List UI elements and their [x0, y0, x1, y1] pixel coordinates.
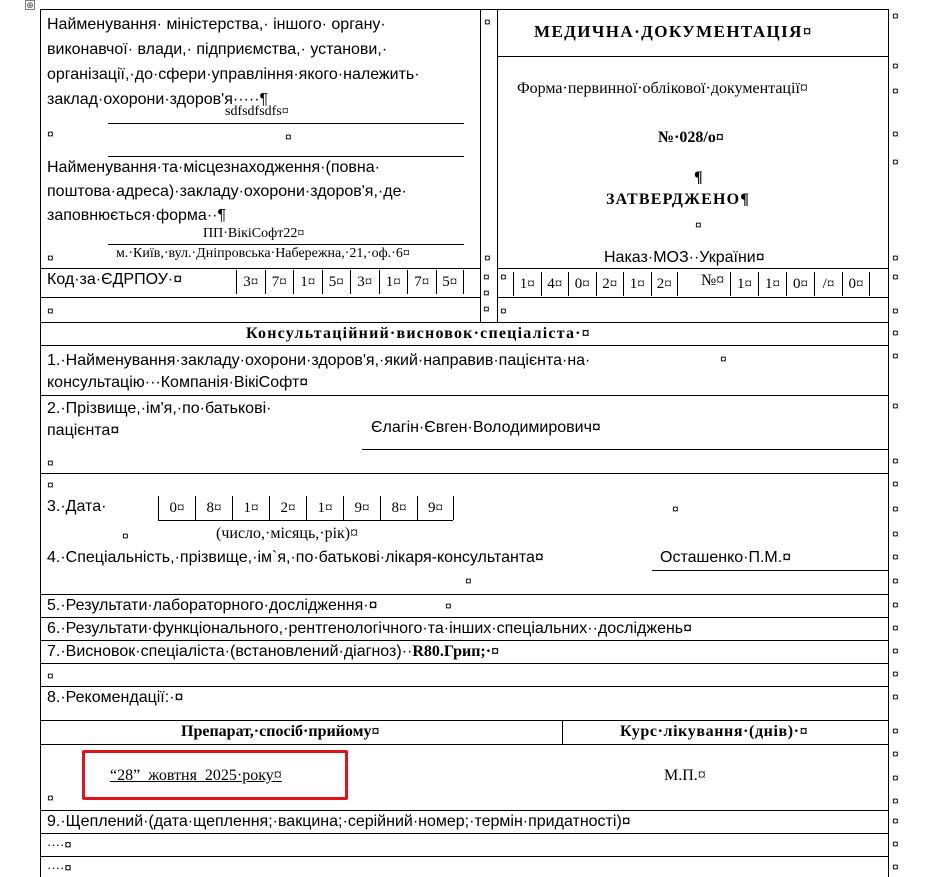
ministry-value[interactable]: sdfsdfsdfs¤	[225, 104, 289, 119]
date-digit-8[interactable]: 9¤	[417, 496, 454, 520]
ministry-line-2: виконавчої· влади,· підприємства,· установи,·	[47, 41, 388, 58]
date-digit-2[interactable]: 8¤	[195, 496, 232, 520]
cell-end-mark: ¤	[47, 251, 54, 265]
order-date-digit-6[interactable]: 2¤	[651, 272, 679, 296]
cell-end-mark: ¤	[465, 574, 472, 588]
row-end-mark: ¤	[892, 326, 899, 340]
sign-date[interactable]: “28”_жовтня_2025·року¤	[110, 767, 282, 784]
item-9: 9.·Щеплений·(дата·щеплення;·вакцина;·серійний·номер;·термін·придатності)¤	[47, 813, 631, 830]
cell-end-mark: ¤	[695, 218, 702, 232]
date-underline	[158, 520, 453, 521]
edrpou-row-top	[40, 268, 481, 269]
row-end-mark: ¤	[892, 349, 899, 363]
order-number-digit-4[interactable]: /¤	[814, 272, 842, 296]
course-column-header: Курс·лікування·(днів)·¤	[620, 723, 809, 740]
ministry-line-3: організації,·до·сфери·управління·якого·належить·	[47, 66, 420, 83]
cell-end-mark: ¤	[47, 456, 54, 470]
row-end-mark: ¤	[892, 860, 899, 874]
doctor-underline	[652, 570, 889, 571]
order-date-digit-5[interactable]: 1¤	[623, 272, 651, 296]
ministry-label	[47, 12, 420, 112]
doc-title-underline	[497, 56, 889, 57]
item-4-label: 4.·Спеціальність,·прізвище,·ім`я,·по·батькові·лікаря-консультанта¤	[47, 549, 544, 566]
doctor-name[interactable]: Осташенко·П.М.¤	[660, 549, 792, 566]
order-date-digit-3[interactable]: 0¤	[568, 272, 596, 296]
row-end-mark: ¤	[892, 527, 899, 541]
row-end-mark: ¤	[892, 127, 899, 141]
facility-name-underline	[108, 244, 464, 245]
cell-end-mark: ¤	[445, 599, 452, 613]
row-line	[40, 833, 889, 834]
item-2-line-2: пацієнта¤	[47, 422, 120, 439]
order-label: Наказ·МОЗ··України¤	[604, 249, 765, 266]
cell-end-mark: ¤	[484, 15, 491, 29]
date-digit-3[interactable]: 1¤	[232, 496, 269, 520]
row-end-mark: ¤	[892, 270, 899, 284]
cell-end-mark: ¤	[483, 286, 490, 300]
doc-title: МЕДИЧНА·ДОКУМЕНТАЦІЯ¤	[534, 22, 813, 41]
cell-end-mark: ¤	[122, 529, 129, 543]
table-left-border	[40, 9, 41, 877]
highlight-box	[82, 750, 348, 800]
edrpou-digit-4[interactable]: 5¤	[322, 270, 351, 294]
row-line	[40, 473, 889, 474]
item-6: 6.·Результати·функціонального,·рентгенологічного·та·інших·спеціальних··досліджень¤	[47, 620, 693, 637]
row-end-mark: ¤	[892, 502, 899, 516]
row-end-mark: ¤	[892, 644, 899, 658]
cell-end-mark: ¤	[484, 251, 491, 265]
row-line	[40, 810, 889, 811]
cell-end-mark: ¤	[47, 669, 54, 683]
form-number: №·028/о¤	[658, 129, 724, 146]
row-end-mark: ¤	[892, 59, 899, 73]
row-end-mark: ¤	[892, 574, 899, 588]
blank-line[interactable]: ····¤	[47, 837, 72, 852]
item-7	[47, 643, 499, 661]
row-end-mark: ¤	[892, 399, 899, 413]
row-end-mark: ¤	[892, 814, 899, 828]
drug-course-divider	[562, 720, 563, 744]
table-top-border	[40, 9, 889, 10]
edrpou-row-bottom	[40, 297, 481, 298]
table-right-border	[888, 9, 889, 877]
row-end-mark: ¤	[892, 251, 899, 265]
row-end-mark: ¤	[892, 690, 899, 704]
row-end-mark: ¤	[892, 747, 899, 761]
edrpou-label: Код·за·ЄДРПОУ·¤	[47, 271, 183, 288]
cell-end-mark: ¤	[47, 791, 54, 805]
row-end-mark: ¤	[892, 550, 899, 564]
date-digit-1[interactable]: 0¤	[158, 496, 195, 520]
row-line	[40, 720, 889, 721]
table-move-handle[interactable]: ⊕	[26, 0, 34, 10]
row-line	[40, 594, 889, 595]
cell-end-mark: ¤	[672, 502, 679, 516]
row-line	[40, 640, 889, 641]
date-digit-4[interactable]: 2¤	[269, 496, 306, 520]
patient-name[interactable]: Єлагін·Євген·Володимирович¤	[371, 419, 601, 436]
row-end-mark: ¤	[892, 794, 899, 808]
date-digit-7[interactable]: 8¤	[380, 496, 417, 520]
facility-label	[47, 156, 407, 228]
ministry-line-1: Найменування· міністерства,· іншого· органу·	[47, 16, 386, 33]
row-line	[40, 345, 889, 346]
row-end-mark: ¤	[892, 621, 899, 635]
row-line	[40, 617, 889, 618]
cell-end-mark: ¤	[720, 352, 727, 366]
ministry-line-4: заклад·охорони·здоров'я·····¶	[47, 91, 269, 108]
row-line	[40, 322, 889, 323]
date-digit-5[interactable]: 1¤	[306, 496, 343, 520]
cell-end-mark: ¤	[285, 130, 292, 144]
cell-end-mark: ¤	[500, 304, 507, 318]
item-1	[47, 350, 590, 394]
stamp-label: М.П.¤	[664, 767, 706, 784]
edrpou-digit-1[interactable]: 3¤	[236, 270, 265, 294]
order-number-label: №¤	[701, 272, 725, 289]
order-number-digit-5[interactable]: 0¤	[842, 272, 870, 296]
item-8: 8.·Рекомендації:·¤	[47, 689, 184, 706]
row-end-mark: ¤	[892, 84, 899, 98]
date-hint: (число,·місяць,·рік)¤	[216, 525, 359, 542]
row-end-mark: ¤	[892, 477, 899, 491]
form-label: Форма·первинної·облікової·документації¤	[517, 80, 808, 97]
edrpou-digit-7[interactable]: 7¤	[407, 270, 436, 294]
cell-end-mark: ¤	[47, 127, 54, 141]
cell-end-mark: ¤	[47, 478, 54, 492]
item-1-line-2[interactable]: консультацію···Компанія·ВікіСофт¤	[47, 374, 309, 391]
diagnosis-value[interactable]: R80.Грип;·¤	[412, 643, 500, 660]
order-date-digit-1[interactable]: 1¤	[513, 272, 541, 296]
row-end-mark: ¤	[892, 598, 899, 612]
cell-end-mark: ¤	[483, 302, 490, 316]
edrpou-digit-3[interactable]: 1¤	[293, 270, 322, 294]
order-row-top	[497, 268, 889, 269]
header-split-left	[480, 9, 481, 322]
item-2-line-1: 2.·Прізвище,·ім'я,·по·батькові·	[47, 400, 272, 417]
order-number-digit-1[interactable]: 1¤	[730, 272, 758, 296]
row-end-mark: ¤	[892, 667, 899, 681]
row-line	[40, 663, 889, 664]
item-7-label: 7.·Висновок·спеціаліста·(встановлений·діагноз)··	[47, 643, 413, 660]
order-date-digit-4[interactable]: 2¤	[596, 272, 624, 296]
drug-column-header: Препарат,·спосіб·прийому¤	[181, 723, 380, 740]
order-number-digit-3[interactable]: 0¤	[786, 272, 814, 296]
row-line	[40, 395, 889, 396]
order-number-digit-2[interactable]: 1¤	[758, 272, 786, 296]
row-line	[40, 744, 889, 745]
ministry-value-underline	[108, 123, 464, 124]
item-1-line-1: 1.·Найменування·закладу·охорони·здоров'я,·який·направив·пацієнта·на·	[47, 352, 591, 369]
row-end-mark: ¤	[892, 155, 899, 169]
facility-line-3: заповнюється·форма··¶	[47, 207, 227, 224]
cell-end-mark: ¤	[500, 270, 507, 284]
row-end-mark: ¤	[892, 771, 899, 785]
item-2	[47, 398, 271, 442]
row-end-mark: ¤	[892, 9, 899, 23]
blank-line[interactable]: ····¤	[47, 860, 72, 875]
edrpou-digit-2[interactable]: 7¤	[265, 270, 294, 294]
facility-name[interactable]: ПП·ВікіСофт22¤	[203, 226, 305, 241]
section-title: Консультаційний·висновок·спеціаліста·¤	[246, 325, 591, 342]
item-3-label: 3.·Дата·	[47, 498, 107, 515]
approved-title: ЗАТВЕРДЖЕНО¶	[606, 191, 751, 208]
patient-underline	[362, 449, 889, 450]
row-end-mark: ¤	[892, 304, 899, 318]
facility-line-2: поштова·адреса)·закладу·охорони·здоров'я,·де·	[47, 183, 407, 200]
order-date-digit-2[interactable]: 4¤	[541, 272, 569, 296]
facility-line-1: Найменування·та·місцезнаходження·(повна·	[47, 159, 380, 176]
row-line	[40, 856, 889, 857]
cell-end-mark: ¤	[483, 270, 490, 284]
row-end-mark: ¤	[892, 454, 899, 468]
item-5: 5.·Результати·лабораторного·дослідження·¤	[47, 597, 378, 614]
facility-address[interactable]: м.·Київ,·вул.·Дніпровська·Набережна,·21,·оф.·6¤	[116, 246, 410, 261]
row-end-mark: ¤	[892, 837, 899, 851]
cell-end-mark: ¤	[47, 304, 54, 318]
date-digit-6[interactable]: 9¤	[343, 496, 380, 520]
edrpou-digit-5[interactable]: 3¤	[350, 270, 379, 294]
row-line	[40, 686, 889, 687]
edrpou-digit-8[interactable]: 5¤	[436, 270, 465, 294]
edrpou-digit-6[interactable]: 1¤	[379, 270, 408, 294]
row-end-mark: ¤	[892, 724, 899, 738]
approved-pilcrow: ¶	[694, 169, 703, 186]
order-row-bottom	[497, 297, 889, 298]
